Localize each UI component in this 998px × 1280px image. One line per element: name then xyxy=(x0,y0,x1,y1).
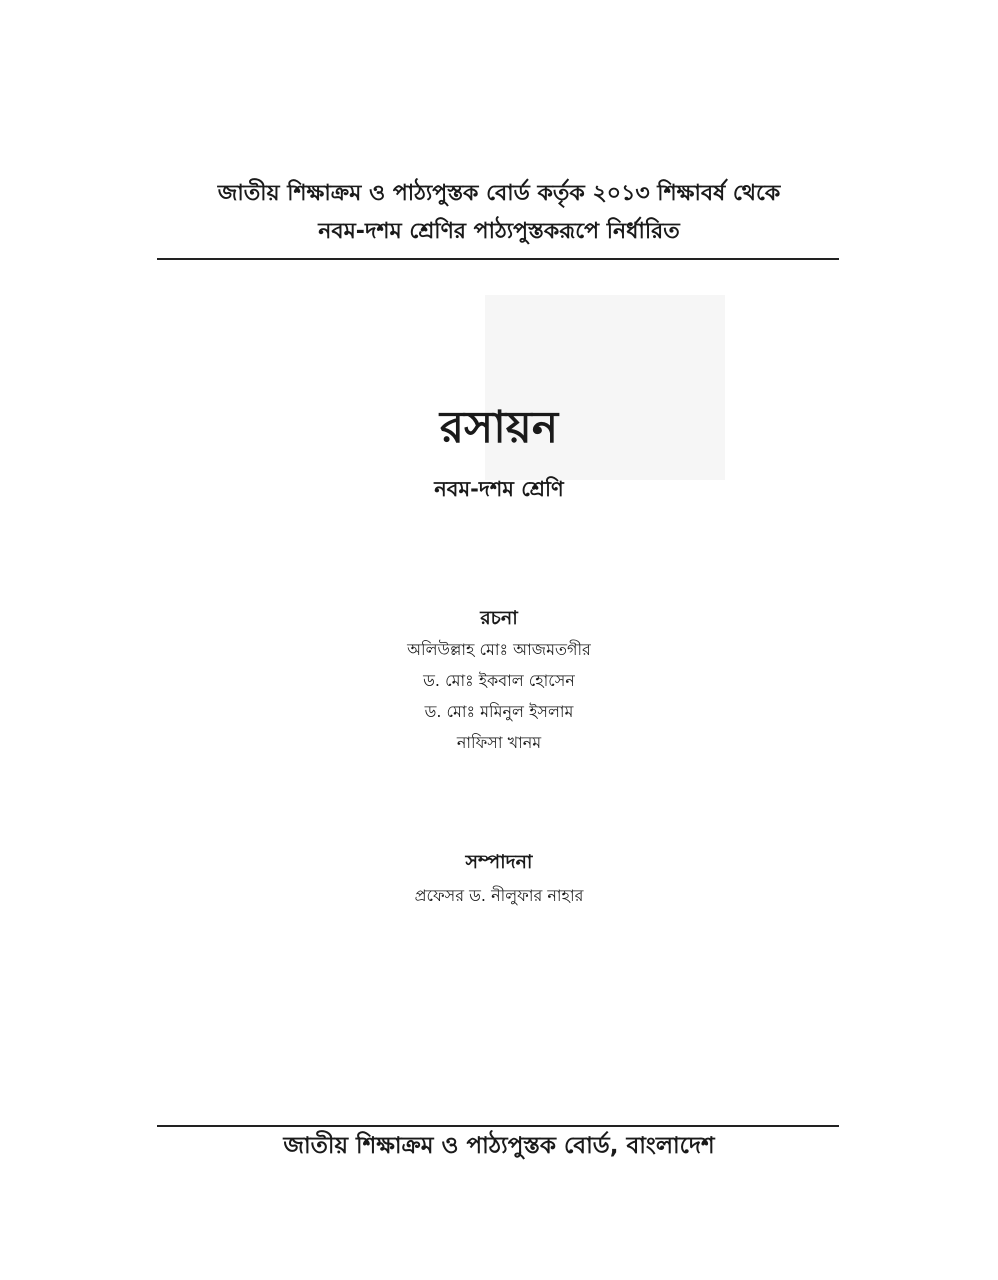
publisher-name: জাতীয় শিক্ষাক্রম ও পাঠ্যপুস্তক বোর্ড, বাংলাদেশ xyxy=(283,1133,715,1159)
book-class-level: নবম-দশম শ্রেণি xyxy=(434,477,564,501)
editor-name: প্রফেসর ড. নীলুফার নাহার xyxy=(414,886,584,905)
approval-statement-line-2: নবম-দশম শ্রেণির পাঠ্যপুস্তকরূপে নির্ধারিত xyxy=(318,219,680,244)
author-name: অলিউল্লাহ মোঃ আজমতগীর xyxy=(407,640,591,659)
editors-heading: সম্পাদনা xyxy=(465,851,533,873)
top-divider xyxy=(157,258,839,260)
author-name: নাফিসা খানম xyxy=(456,733,542,752)
book-title: রসায়ন xyxy=(439,402,559,453)
authors-heading: রচনা xyxy=(480,607,518,629)
bottom-divider xyxy=(157,1125,839,1127)
approval-statement-line-1: জাতীয় শিক্ষাক্রম ও পাঠ্যপুস্তক বোর্ড কর্তৃক ২০১৩ শিক্ষাবর্ষ থেকে xyxy=(217,181,781,206)
author-name: ড. মোঃ ইকবাল হোসেন xyxy=(423,671,575,690)
author-name: ড. মোঃ মমিনুল ইসলাম xyxy=(424,702,574,721)
